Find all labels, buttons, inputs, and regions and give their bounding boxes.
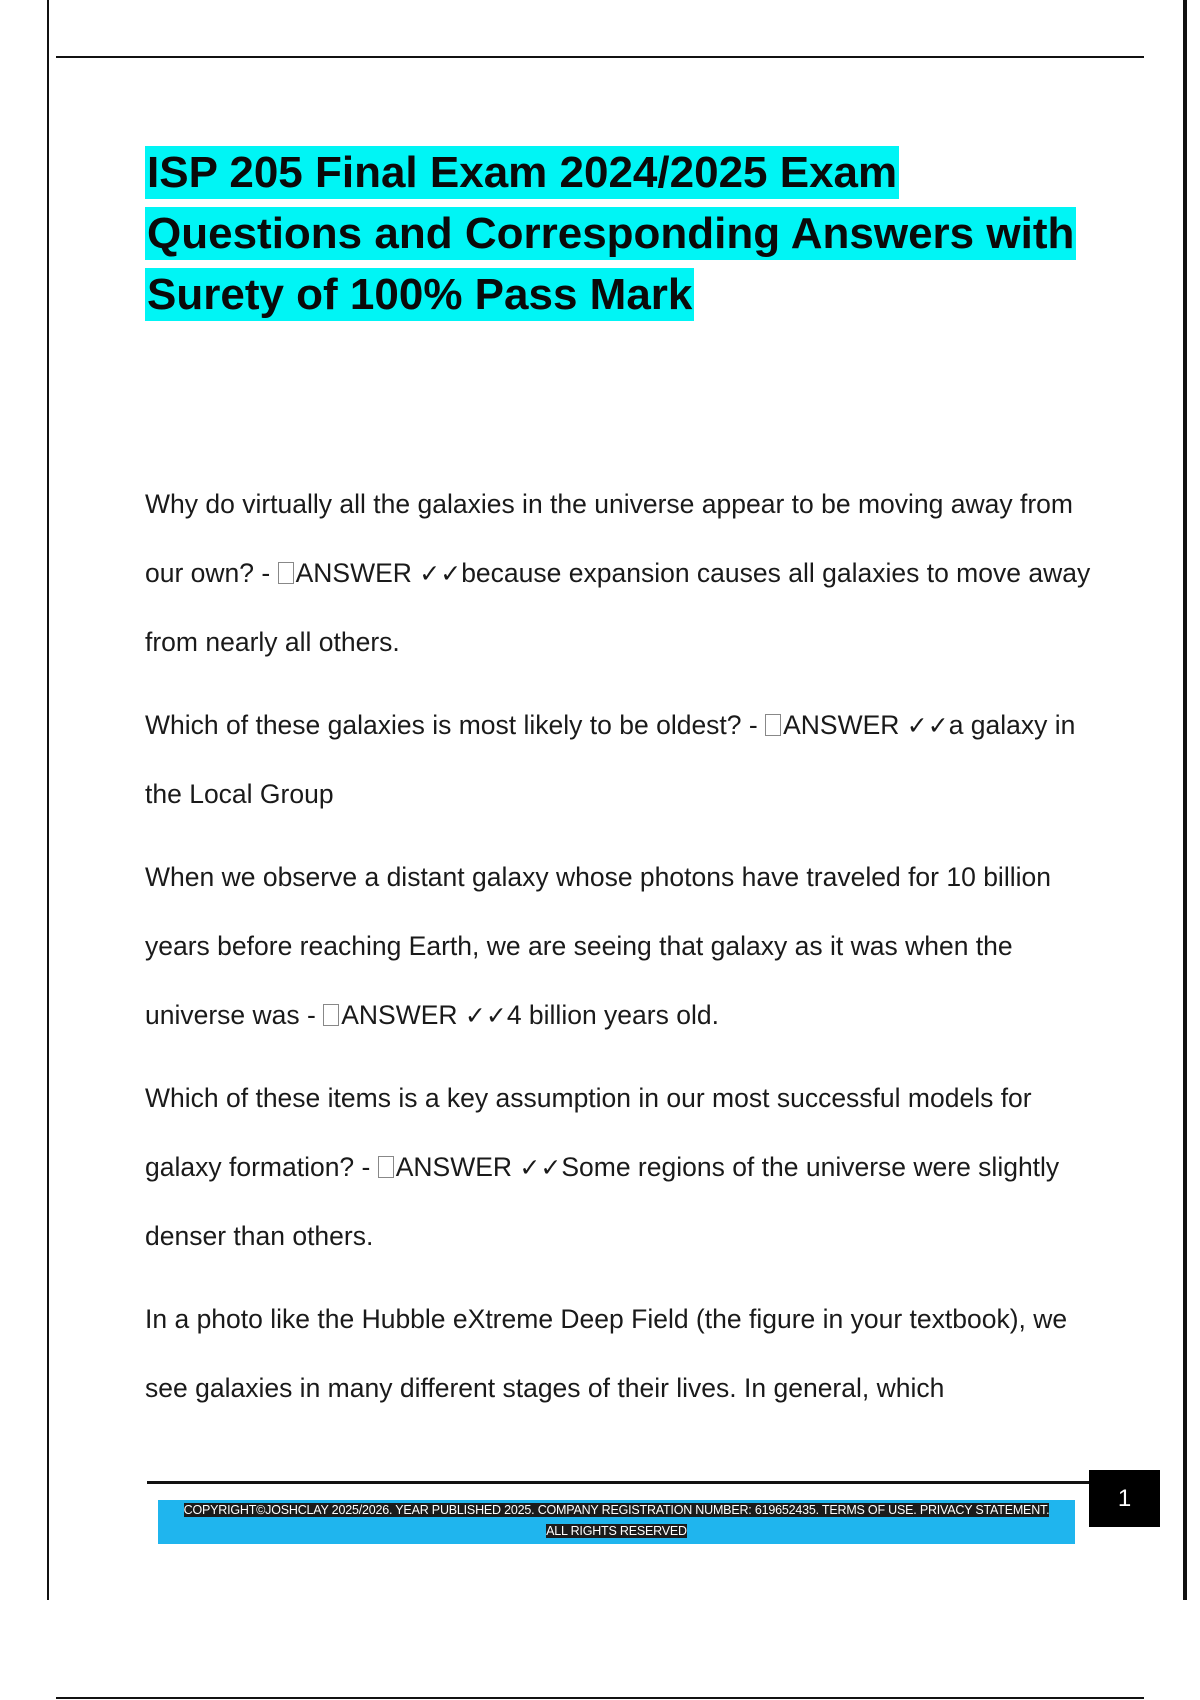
checkmark-icon: ✓✓ — [464, 1001, 507, 1030]
question-text: When we observe a distant galaxy whose photons have traveled for 10 billion years before reaching Earth, we are seeing that galaxy as it was when the universe was - — [145, 862, 1051, 1030]
answer-marker: ANSWER — [341, 1000, 458, 1030]
copyright-text: COPYRIGHT©JOSHCLAY 2025/2026. YEAR PUBLISHED 2025. COMPANY REGISTRATION NUMBER: 619652435. TERMS OF USE. PRIVACY STATEMENT. ALL RIGHTS RESERVED — [183, 1503, 1050, 1538]
answer-text: 4 billion years old. — [506, 1000, 719, 1030]
qa-list — [145, 470, 1095, 1437]
copyright-notice — [175, 1500, 1058, 1542]
question-text: Which of these items is a key assumption in our most successful models for galaxy formation? - — [145, 1083, 1032, 1182]
page-border-right — [1183, 0, 1187, 1600]
footer-rule — [147, 1481, 1090, 1484]
answer-marker: ANSWER — [295, 558, 412, 588]
answer-text: a galaxy in the Local Group — [145, 710, 1076, 809]
checkmark-icon: ✓✓ — [519, 1153, 562, 1182]
document-title — [145, 142, 1105, 325]
missing-glyph-icon — [378, 1156, 394, 1178]
answer-text: Some regions of the universe were slightly denser than others. — [145, 1152, 1060, 1251]
qa-item — [145, 470, 1095, 677]
question-text: Why do virtually all the galaxies in the universe appear to be moving away from our own? - — [145, 489, 1073, 588]
top-rule — [56, 56, 1144, 58]
question-text: In a photo like the Hubble eXtreme Deep Field (the figure in your textbook), we see galaxies in many different stages of their lives. In general, which — [145, 1304, 1068, 1403]
answer-marker: ANSWER — [395, 1152, 513, 1182]
qa-item — [145, 1285, 1095, 1423]
checkmark-icon: ✓✓ — [419, 559, 462, 588]
page-number: 1 — [1089, 1470, 1160, 1527]
missing-glyph-icon — [278, 562, 294, 584]
bottom-rule — [56, 1697, 1144, 1699]
answer-text: because expansion causes all galaxies to move away from nearly all others. — [145, 558, 1091, 657]
title-highlight: ISP 205 Final Exam 2024/2025 Exam Questions and Corresponding Answers with Surety of 100% Pass Mark — [147, 148, 1075, 319]
page-border-left — [47, 0, 49, 1600]
missing-glyph-icon — [323, 1004, 339, 1026]
checkmark-icon: ✓✓ — [906, 711, 949, 740]
missing-glyph-icon — [765, 714, 781, 736]
qa-item — [145, 691, 1095, 829]
qa-item — [145, 843, 1095, 1050]
qa-item — [145, 1064, 1095, 1271]
answer-marker: ANSWER — [783, 710, 900, 740]
question-text: Which of these galaxies is most likely to be oldest? - — [145, 710, 766, 740]
